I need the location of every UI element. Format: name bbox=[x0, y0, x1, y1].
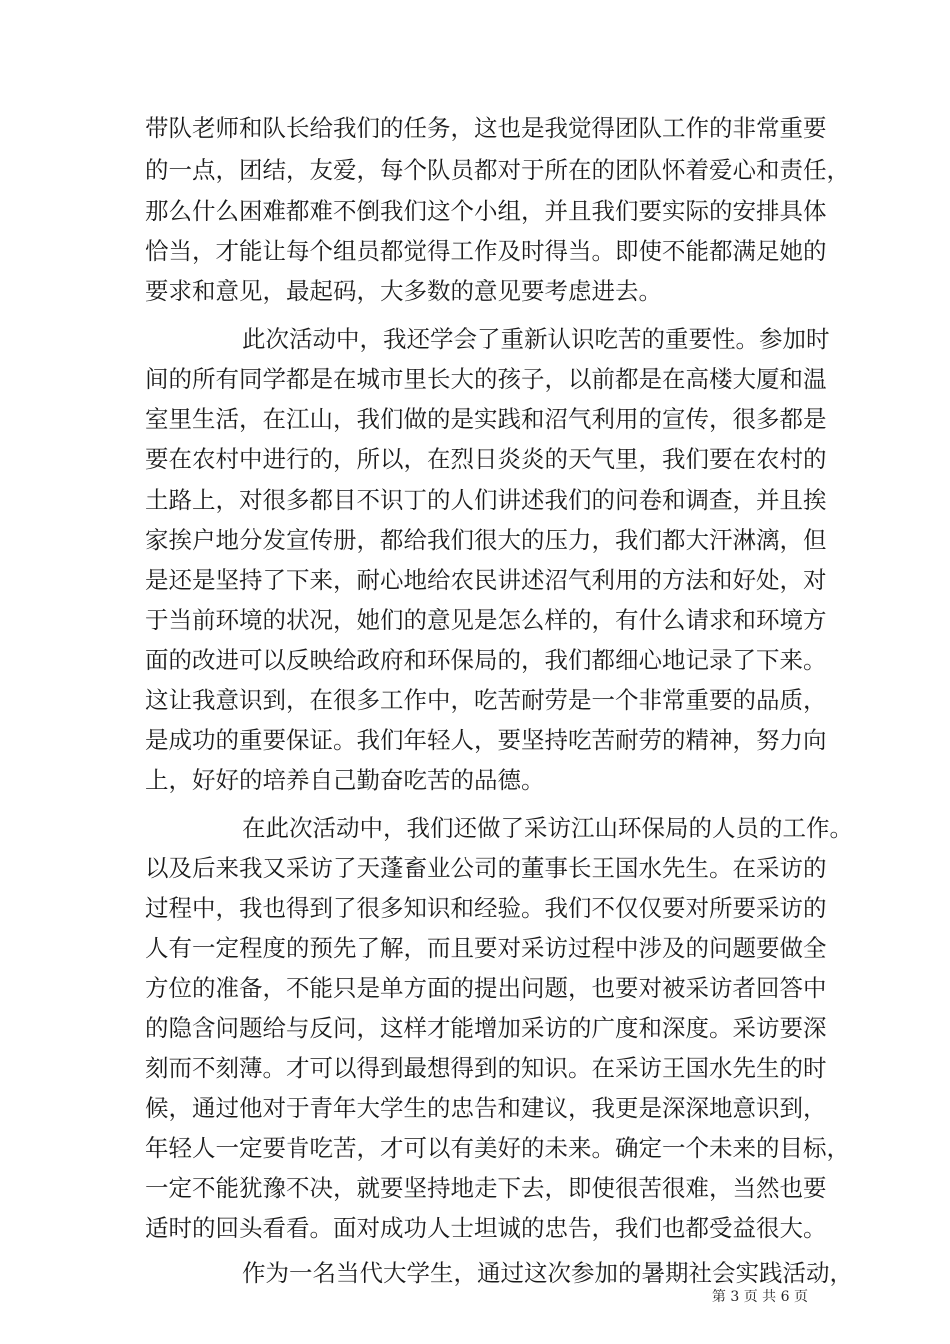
text-line: 间的所有同学都是在城市里长大的孩子，以前都是在高楼大厦和温 bbox=[145, 365, 827, 393]
text-line: 过程中，我也得到了很多知识和经验。我们不仅仅要对所要采访的 bbox=[145, 894, 827, 922]
text-line: 适时的回头看看。面对成功人士坦诚的忠告，我们也都受益很大。 bbox=[145, 1214, 827, 1242]
text-line: 以及后来我又采访了天蓬畜业公司的董事长王国水先生。在采访的 bbox=[145, 854, 827, 882]
text-line: 这让我意识到，在很多工作中，吃苦耐劳是一个非常重要的品质， bbox=[145, 686, 827, 714]
text-line: 方位的准备，不能只是单方面的提出问题，也要对被采访者回答中 bbox=[145, 974, 827, 1002]
text-line: 的隐含问题给与反问，这样才能增加采访的广度和深度。采访要深 bbox=[145, 1014, 827, 1042]
page-number: 第 3 页 共 6 页 bbox=[711, 1289, 808, 1305]
text-line: 人有一定程度的预先了解，而且要对采访过程中涉及的问题要做全 bbox=[145, 934, 827, 962]
paragraph-first-line: 此次活动中，我还学会了重新认识吃苦的重要性。参加时 bbox=[242, 325, 830, 353]
text-line: 刻而不刻薄。才可以得到最想得到的知识。在采访王国水先生的时 bbox=[145, 1054, 827, 1082]
text-line: 是成功的重要保证。我们年轻人，要坚持吃苦耐劳的精神，努力向 bbox=[145, 726, 827, 754]
text-line: 室里生活，在江山，我们做的是实践和沼气利用的宣传，很多都是 bbox=[145, 405, 827, 433]
paragraph-first-line: 作为一名当代大学生，通过这次参加的暑期社会实践活动， bbox=[242, 1259, 853, 1287]
text-line: 候，通过他对于青年大学生的忠告和建议，我更是深深地意识到， bbox=[145, 1094, 827, 1122]
text-line: 恰当，才能让每个组员都觉得工作及时得当。即使不能都满足她的 bbox=[145, 237, 827, 265]
text-line: 要求和意见，最起码，大多数的意见要考虑进去。 bbox=[145, 277, 662, 305]
text-line: 那么什么困难都难不倒我们这个小组，并且我们要实际的安排具体 bbox=[145, 197, 827, 225]
text-line: 家挨户地分发宣传册，都给我们很大的压力，我们都大汗淋漓，但 bbox=[145, 526, 827, 554]
text-line: 上，好好的培养自己勤奋吃苦的品德。 bbox=[145, 766, 545, 794]
paragraph-first-line: 在此次活动中，我们还做了采访江山环保局的人员的工作。 bbox=[242, 814, 853, 842]
text-line: 是还是坚持了下来，耐心地给农民讲述沼气利用的方法和好处，对 bbox=[145, 566, 827, 594]
text-line: 土路上，对很多都目不识丁的人们讲述我们的问卷和调查，并且挨 bbox=[145, 486, 827, 514]
text-line: 要在农村中进行的，所以，在烈日炎炎的天气里，我们要在农村的 bbox=[145, 445, 827, 473]
text-line: 于当前环境的状况，她们的意见是怎么样的，有什么请求和环境方 bbox=[145, 606, 827, 634]
text-line: 带队老师和队长给我们的任务，这也是我觉得团队工作的非常重要 bbox=[145, 114, 827, 142]
text-line: 面的改进可以反映给政府和环保局的，我们都细心地记录了下来。 bbox=[145, 646, 827, 674]
text-line: 的一点，团结，友爱，每个队员都对于所在的团队怀着爱心和责任， bbox=[145, 156, 850, 184]
text-line: 一定不能犹豫不决，就要坚持地走下去，即使很苦很难，当然也要 bbox=[145, 1174, 827, 1202]
text-line: 年轻人一定要肯吃苦，才可以有美好的未来。确定一个未来的目标， bbox=[145, 1134, 850, 1162]
